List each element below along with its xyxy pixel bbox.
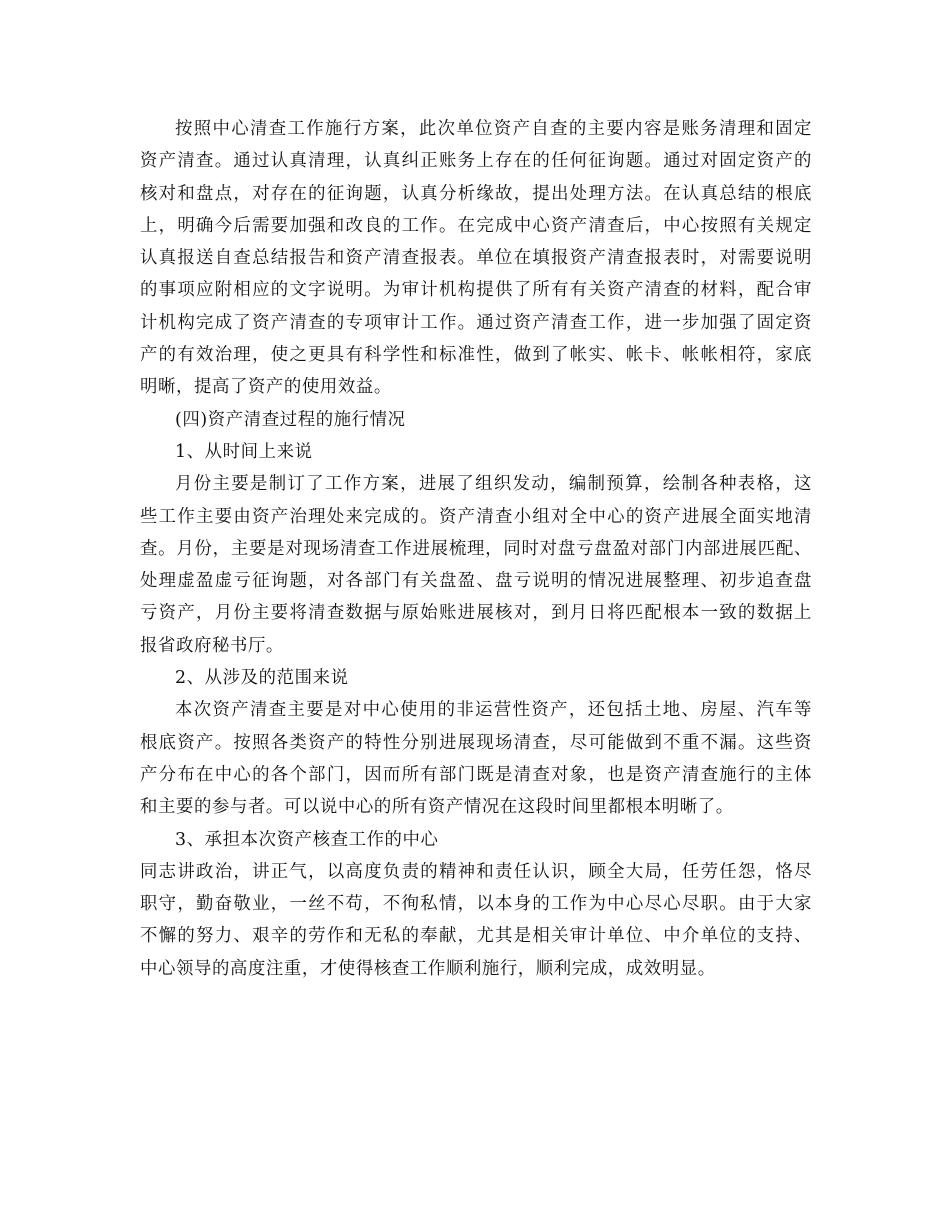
text-line: 3、承担本次资产核查工作的中心	[175, 829, 439, 850]
text-line: 1、从时间上来说	[175, 441, 313, 462]
text-line: 资产清查。通过认真清理，认真纠正账务上存在的任何征询题。通过对固定资产的	[140, 151, 812, 172]
text-line: 查。月份，主要是对现场清查工作进展梳理，同时对盘亏盘盈对部门内部进展匹配、	[140, 538, 812, 559]
text-line: 的事项应附相应的文字说明。为审计机构提供了所有有关资产清查的材料，配合审	[140, 280, 812, 301]
text-line: 报省政府秘书厅。	[140, 635, 284, 656]
text-line: 月份主要是制订了工作方案，进展了组织发动，编制预算，绘制各种表格，这	[175, 474, 812, 495]
text-line: 同志讲政治，讲正气，以高度负责的精神和责任认识，顾全大局，任劳任怨，恪尽	[140, 861, 812, 882]
text-line: 根底资产。按照各类资产的特性分别进展现场清查，尽可能做到不重不漏。这些资	[140, 732, 812, 753]
text-line: 计机构完成了资产清查的专项审计工作。通过资产清查工作，进一步加强了固定资	[140, 312, 812, 333]
text-line: (四)资产清查过程的施行情况	[175, 409, 406, 430]
text-line: 产分布在中心的各个部门，因而所有部门既是清查对象，也是资产清查施行的主体	[140, 764, 812, 785]
text-line: 些工作主要由资产治理处来完成的。资产清查小组对全中心的资产进展全面实地清	[140, 506, 812, 527]
text-line: 产的有效治理，使之更具有科学性和标准性，做到了帐实、帐卡、帐帐相符，家底	[140, 345, 812, 366]
text-line: 上，明确今后需要加强和改良的工作。在完成中心资产清查后，中心按照有关规定	[140, 215, 812, 236]
text-line: 和主要的参与者。可以说中心的所有资产情况在这段时间里都根本明晰了。	[140, 797, 734, 818]
text-line: 按照中心清查工作施行方案，此次单位资产自查的主要内容是账务清理和固定	[175, 119, 812, 139]
text-line: 中心领导的高度注重，才使得核查工作顺利施行，顺利完成，成效明显。	[140, 958, 716, 979]
text-line: 认真报送自查总结报告和资产清查报表。单位在填报资产清查报表时，对需要说明	[140, 248, 812, 269]
text-line: 2、从涉及的范围来说	[175, 668, 349, 689]
text-line: 不懈的努力、艰辛的劳作和无私的奉献，尤其是相关审计单位、中介单位的支持、	[140, 926, 812, 947]
document-body	[140, 113, 812, 985]
text-line: 本次资产清查主要是对中心使用的非运营性资产，还包括土地、房屋、汽车等	[175, 700, 812, 721]
text-line: 核对和盘点，对存在的征询题，认真分析缘故，提出处理方法。在认真总结的根底	[140, 183, 812, 204]
text-line: 明晰，提高了资产的使用效益。	[140, 377, 392, 398]
text-line: 职守，勤奋敬业，一丝不苟，不徇私情，以本身的工作为中心尽心尽职。由于大家	[140, 894, 812, 915]
text-line: 处理虚盈虚亏征询题，对各部门有关盘盈、盘亏说明的情况进展整理、初步追查盘	[140, 571, 812, 592]
text-line: 亏资产，月份主要将清查数据与原始账进展核对，到月日将匹配根本一致的数据上	[140, 603, 812, 624]
